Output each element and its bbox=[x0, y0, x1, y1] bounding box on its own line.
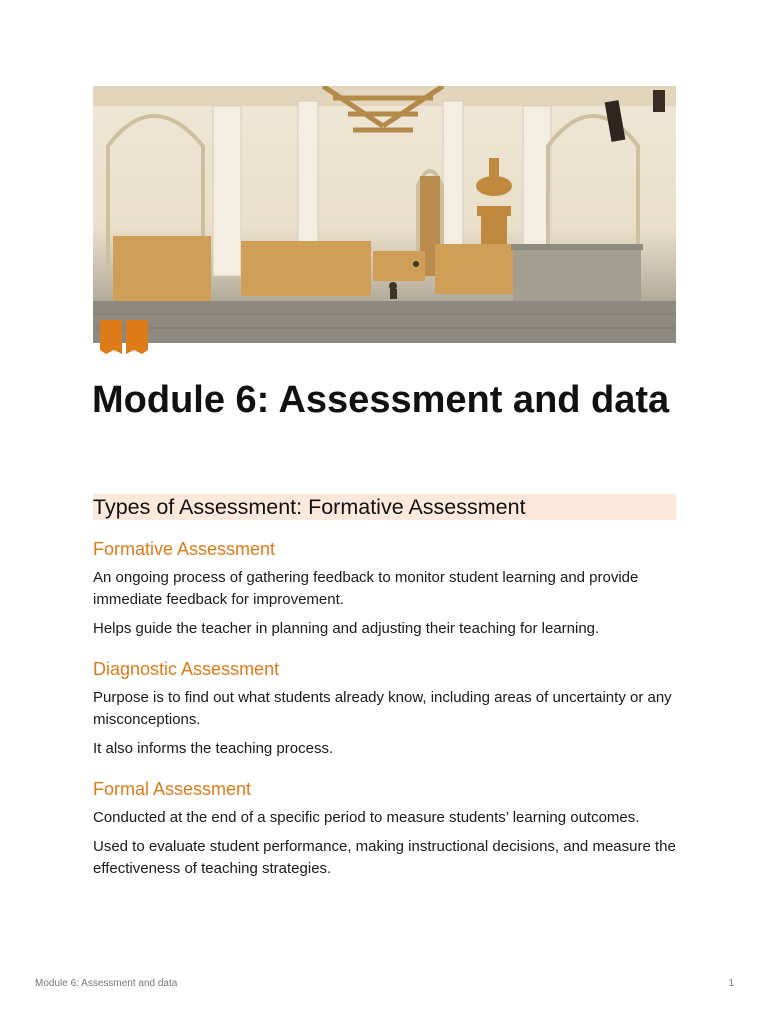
section-diagnostic-assessment bbox=[93, 657, 676, 760]
book-icon bbox=[100, 320, 148, 358]
section-formative-assessment bbox=[93, 537, 676, 640]
paragraph: Purpose is to find out what students already know, including areas of uncertainty or any misconceptions. bbox=[93, 689, 672, 728]
subheading: Diagnostic Assessment bbox=[93, 659, 280, 679]
paragraph: An ongoing process of gathering feedback to monitor student learning and provide immediate feedback for improvement. bbox=[93, 569, 639, 608]
page-number: 1 bbox=[728, 978, 734, 989]
subheading: Formative Assessment bbox=[93, 539, 276, 559]
paragraph: It also informs the teaching process. bbox=[93, 740, 334, 757]
subheading: Formal Assessment bbox=[93, 779, 252, 799]
page-title: Module 6: Assessment and data bbox=[92, 379, 670, 421]
section-formal-assessment bbox=[93, 777, 676, 880]
footer-title: Module 6: Assessment and data bbox=[35, 978, 178, 989]
paragraph: Conducted at the end of a specific period to measure students’ learning outcomes. bbox=[93, 809, 640, 826]
hero-image-church-interior bbox=[93, 86, 676, 343]
paragraph: Used to evaluate student performance, making instructional decisions, and measure the effectiveness of teaching strategies. bbox=[93, 838, 676, 877]
paragraph: Helps guide the teacher in planning and adjusting their teaching for learning. bbox=[93, 620, 600, 637]
section-heading: Types of Assessment: Formative Assessment bbox=[93, 494, 676, 520]
